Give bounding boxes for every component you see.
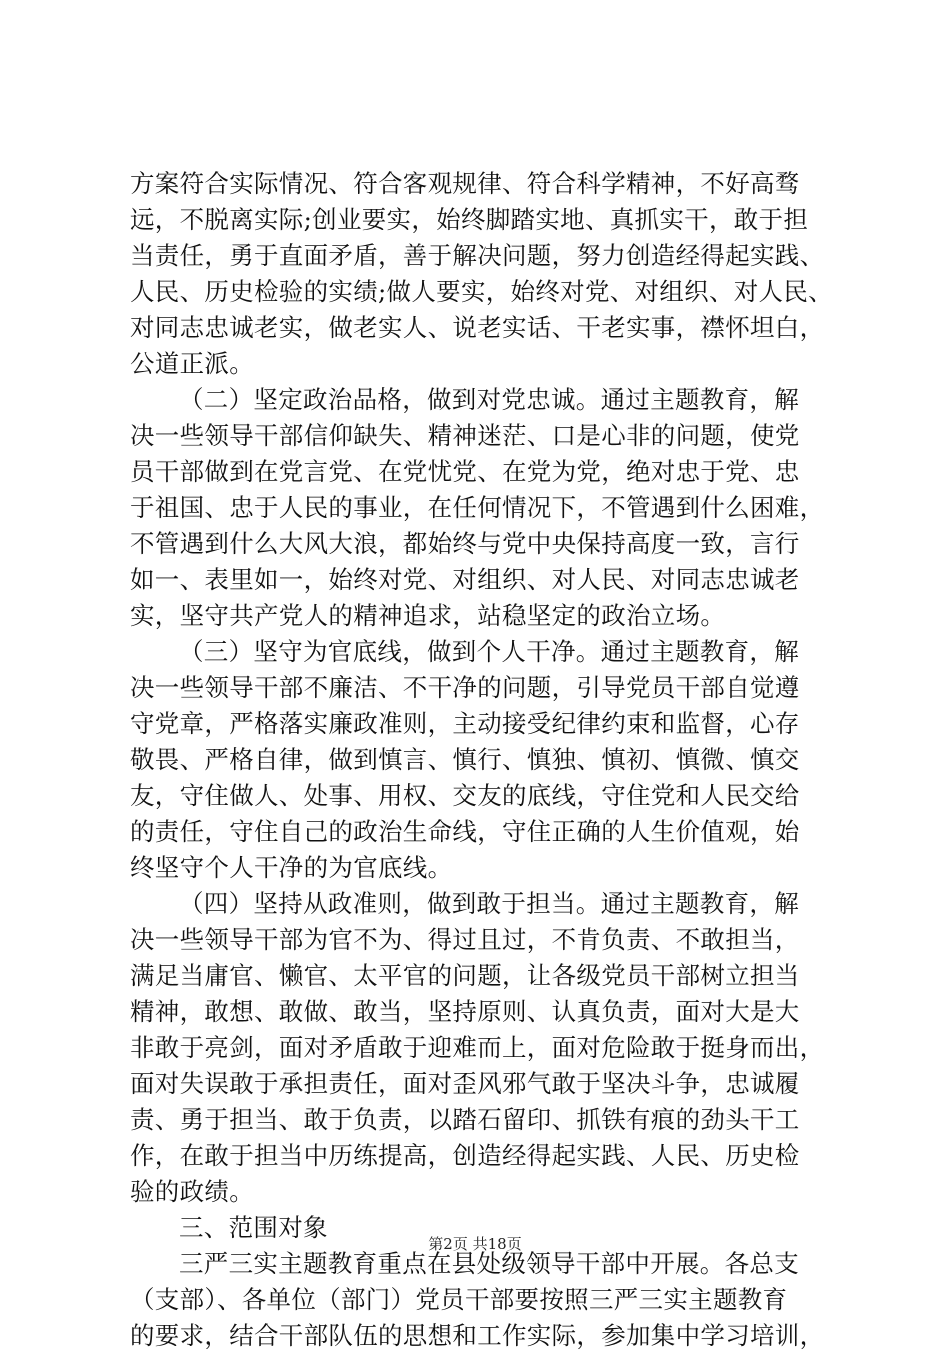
text-line: 于祖国、忠于人民的事业，在任何情况下，不管遇到什么困难， (130, 493, 825, 522)
text-line: 非敢于亮剑，面对矛盾敢于迎难而上，面对危险敢于挺身而出， (130, 1033, 825, 1062)
text-line: （二）坚定政治品格，做到对党忠诚。通过主题教育，解 (179, 385, 799, 414)
text-line: 决一些领导干部为官不为、得过且过，不肯负责、不敢担当， (130, 925, 800, 954)
text-line: 终坚守个人干净的为官底线。 (130, 853, 453, 882)
text-line: 决一些领导干部信仰缺失、精神迷茫、口是心非的问题，使党 (130, 421, 800, 450)
text-line: 实，坚守共产党人的精神追求，站稳坚定的政治立场。 (130, 601, 726, 630)
text-line: 当责任，勇于直面矛盾，善于解决问题，努力创造经得起实践、 (130, 241, 825, 270)
text-line: 的责任，守住自己的政治生命线，守住正确的人生价值观，始 (130, 817, 800, 846)
text-line: 敬畏、严格自律，做到慎言、慎行、慎独、慎初、慎微、慎交 (130, 745, 800, 774)
text-line: 不管遇到什么大风大浪，都始终与党中央保持高度一致，言行 (130, 529, 800, 558)
text-line: 守党章，严格落实廉政准则，主动接受纪律约束和监督，心存 (130, 709, 800, 738)
text-line: 人民、历史检验的实绩;做人要实，始终对党、对组织、对人民、 (130, 277, 833, 306)
text-line: 方案符合实际情况、符合客观规律、符合科学精神，不好高骛 (130, 169, 800, 198)
document-body (130, 166, 860, 1354)
text-line: 验的政绩。 (130, 1177, 254, 1206)
text-line: （四）坚持从政准则，做到敢于担当。通过主题教育，解 (179, 889, 799, 918)
text-line: 精神，敢想、敢做、敢当，坚持原则、认真负责，面对大是大 (130, 997, 800, 1026)
text-line: 责、勇于担当、敢于负责，以踏石留印、抓铁有痕的劲头干工 (130, 1105, 800, 1134)
text-line: 如一、表里如一，始终对党、对组织、对人民、对同志忠诚老 (130, 565, 800, 594)
text-line: 面对失误敢于承担责任，面对歪风邪气敢于坚决斗争，忠诚履 (130, 1069, 800, 1098)
text-line: 员干部做到在党言党、在党忧党、在党为党，绝对忠于党、忠 (130, 457, 800, 486)
text-line: 对同志忠诚老实，做老实人、说老实话、干老实事，襟怀坦白， (130, 313, 825, 342)
text-line: 作，在敢于担当中历练提高，创造经得起实践、人民、历史检 (130, 1141, 800, 1170)
text-line: 决一些领导干部不廉洁、不干净的问题，引导党员干部自觉遵 (130, 673, 800, 702)
text-line: 远，不脱离实际;创业要实，始终脚踏实地、真抓实干，敢于担 (130, 205, 809, 234)
text-line: 三、范围对象 (179, 1213, 328, 1242)
text-line: 的要求，结合干部队伍的思想和工作实际，参加集中学习培训， (130, 1321, 825, 1350)
page-footer (0, 1233, 950, 1254)
page-number: 第2页 共18页 (428, 1235, 522, 1253)
text-line: 三严三实主题教育重点在县处级领导干部中开展。各总支 (179, 1249, 799, 1278)
text-line: （支部）、各单位（部门）党员干部要按照三严三实主题教育 (130, 1285, 788, 1314)
text-line: 公道正派。 (130, 349, 254, 378)
text-line: 满足当庸官、懒官、太平官的问题，让各级党员干部树立担当 (130, 961, 800, 990)
text-line: 友，守住做人、处事、用权、交友的底线，守住党和人民交给 (130, 781, 800, 810)
text-line: （三）坚守为官底线，做到个人干净。通过主题教育，解 (179, 637, 799, 666)
